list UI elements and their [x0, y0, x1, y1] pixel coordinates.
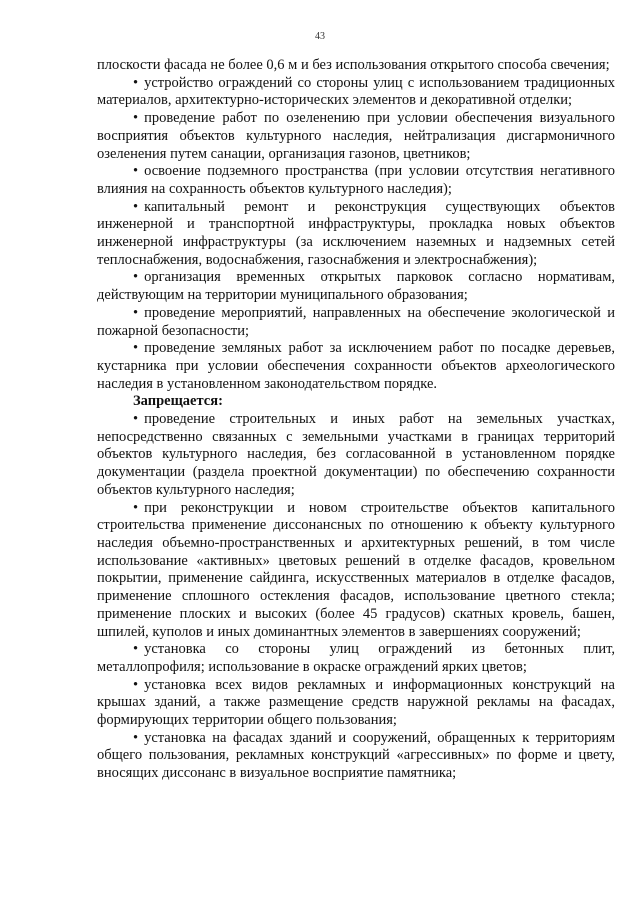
bullet-icon: • — [133, 74, 139, 91]
bullet-icon: • — [133, 676, 139, 693]
bullet-icon: • — [133, 198, 139, 215]
bullet-icon: • — [133, 340, 139, 357]
list-item: • установка всех видов рекламных и информационных конструкций на крышах зданий, а также размещение средств наружной рекламы на фасадах, формирующих территории общего пользования; — [97, 676, 615, 729]
list-item: • проведение мероприятий, направленных на обеспечение экологической и пожарной безопасности; — [97, 304, 615, 339]
bullet-icon: • — [133, 641, 139, 658]
page-number: 43 — [315, 31, 325, 42]
list-item: • освоение подземного пространства (при условии отсутствия негативного влияния на сохранность объектов культурного наследия); — [97, 163, 615, 197]
bullet-icon: • — [133, 163, 139, 180]
bullet-icon: • — [133, 110, 139, 127]
list-item: • проведение земляных работ за исключением работ по посадке деревьев, кустарника при условии обеспечения сохранности объектов археологического наследия в установленном законодательством порядке. — [97, 340, 615, 392]
list-item: • капитальный ремонт и реконструкция существующих объектов инженерной и транспортной инфраструктуры, прокладка новых объектов инженерной инфраструктуры (за исключением наземных и надземных сетей теплоснабжения, водоснабжения, газоснабжения и электроснабжения); — [97, 198, 615, 268]
list-item: • при реконструкции и новом строительстве объектов капитального строительства применение диссонансных по отношению к объекту культурного наследия объемно-пространственных и архитектурных решений, в том числе использование «активных» цветовых решений в отделке фасадов, кровельном покрытии, применение сайдинга, искусственных материалов в отделке фасадов, применение сплошного остекления фасадов, использование цветного стекла; применение плоских и высоких (более 45 градусов) скатных кровель, башен, шпилей, куполов и иных доминантных элементов в завершениях сооружений; — [97, 499, 615, 640]
bullet-icon: • — [133, 411, 139, 428]
paragraph-continuation: плоскости фасада не более 0,6 м и без использования открытого способа свечения; — [97, 57, 610, 73]
bullet-icon: • — [133, 499, 139, 516]
list-item: • установка на фасадах зданий и сооружений, обращенных к территориям общего пользования, рекламных конструкций «агрессивных» по форме и цвету, вносящих диссонанс в визуальное восприятие памятника; — [97, 729, 615, 782]
prohibited-heading: Запрещается: — [133, 393, 223, 410]
bullet-icon: • — [133, 304, 139, 321]
list-item: • организация временных открытых парковок согласно нормативам, действующим на территории муниципального образования; — [97, 269, 615, 304]
list-item: • проведение строительных и иных работ на земельных участках, непосредственно связанных с земельными участками в границах территорий объектов культурного наследия, без согласованной в установленном порядке документации (раздела проектной документации) по обеспечению сохранности объектов культурного наследия; — [97, 411, 615, 498]
list-item: • устройство ограждений со стороны улиц с использованием традиционных материалов, архитектурно-исторических элементов и декоративной отделки; — [97, 74, 615, 109]
list-item: • установка со стороны улиц ограждений из бетонных плит, металлопрофиля; использование в окраске ограждений ярких цветов; — [97, 641, 615, 675]
document-body — [97, 57, 615, 783]
bullet-icon: • — [133, 269, 139, 286]
list-item: • проведение работ по озеленению при условии обеспечения визуального восприятия объектов культурного наследия, нейтрализация дисгармоничного озеленения путем санации, организация газонов, цветников; — [97, 110, 615, 162]
bullet-icon: • — [133, 729, 139, 746]
